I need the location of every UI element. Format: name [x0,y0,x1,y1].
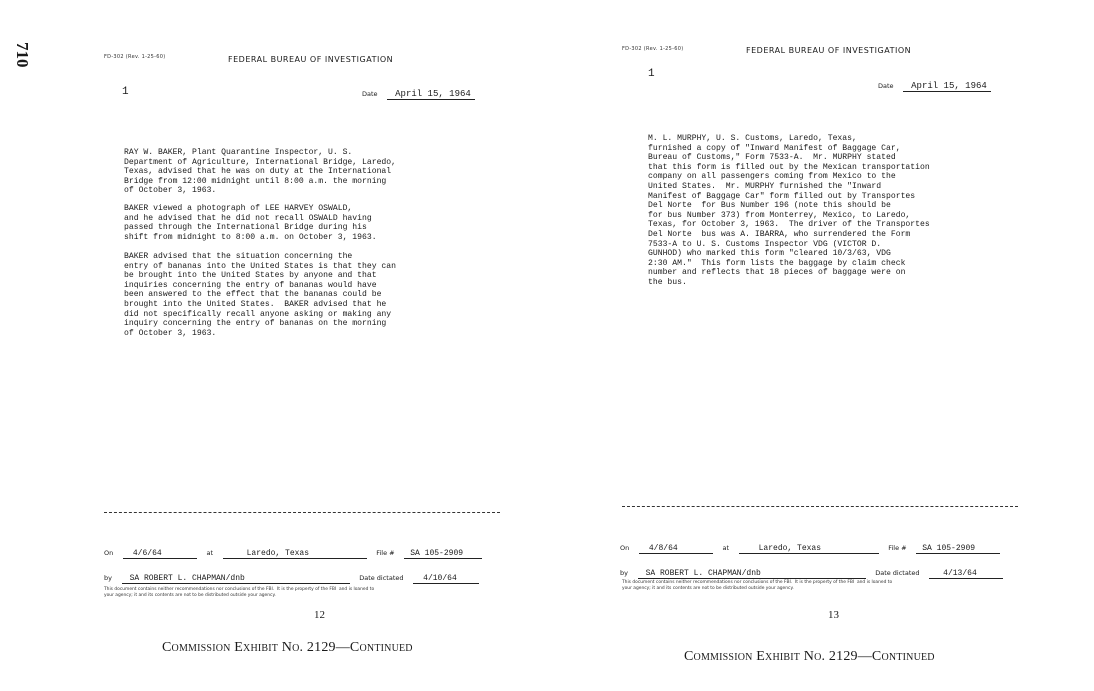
left-form-number: FD-302 (Rev. 1-25-60) [104,54,166,60]
left-dictated-date: 4/10/64 [413,574,479,584]
left-footer-row-1 [104,542,504,560]
left-page-number: 12 [314,609,325,621]
right-date [878,75,991,93]
left-caption: Commission Exhibit No. 2129—Continued [162,640,413,655]
left-paragraph-1: RAY W. BAKER, Plant Quarantine Inspector, U. S. Department of Agriculture, International Bridge, Laredo, Texas, advised that he was on duty at the International Bridge from 12:00 midnight until 8:00 a.m. the morning of October 3, 1963. [124,148,396,196]
side-page-number: 710 [13,42,32,68]
right-paragraph-1: M. L. MURPHY, U. S. Customs, Laredo, Texas, furnished a copy of "Inward Manifest of Baggage Car, Bureau of Customs," Form 7533-A. Mr. MURPHY stated that this form is filled out by the Mexican transportation company on all passengers coming from Mexico to the United States. Mr. MURPHY furnished the "Inward Manifest of Baggage Car" form filled out by Transportes Del Norte for Bus Number 196 (note this should be for bus Number 373) from Monterrey, Mexico, to Laredo, Texas, for October 3, 1963. The driver of the Transportes Del Norte bus was A. IBARRA, who surrendered the Form 7533-A to U. S. Customs Inspector VDG (VICTOR D. GUNHOD) who marked this form "cleared 10/3/63, VDG 2:30 AM." This form lists the baggage by claim check number and reflects that 18 pieces of baggage were on the bus. [648,134,930,287]
left-on-label: On [104,549,114,557]
left-disclaimer: This document contains neither recommendations nor conclusions of the FBI. It is the property of the FBI and is loaned to your agency; it and its contents are not to be distributed outside your agency. [104,587,375,598]
right-page-number: 13 [828,609,839,621]
left-date-value: April 15, 1964 [387,89,475,100]
left-on-date: 4/6/64 [123,549,197,559]
right-by-label: by [620,569,628,577]
right-on-label: On [620,544,630,552]
right-caption: Commission Exhibit No. 2129—Continued [684,649,935,664]
left-dictated-label: Date dictated [359,574,404,582]
right-dictated-date: 4/13/64 [929,569,1003,579]
left-date [362,83,475,101]
left-page-marker: 1 [122,86,129,98]
right-file-label: File # [888,544,907,552]
left-footer-rule [104,512,500,513]
left-agent: SA ROBERT L. CHAPMAN/dnb [122,574,350,584]
right-footer-rule [622,506,1018,507]
left-at-label: at [206,549,214,557]
left-fbi-header: FEDERAL BUREAU OF INVESTIGATION [228,55,394,64]
right-on-date: 4/8/64 [639,544,713,554]
right-date-value: April 15, 1964 [903,81,991,92]
right-footer-row-2 [620,562,1030,580]
left-date-label: Date [362,90,378,98]
right-date-label: Date [878,82,894,90]
right-disclaimer: This document contains neither recommendations nor conclusions of the FBI. It is the property of the FBI and is loaned to your agency; it and its contents are not to be distributed outside your agency. [622,580,893,591]
left-paragraph-2: BAKER viewed a photograph of LEE HARVEY OSWALD, and he advised that he did not recall OSWALD having passed through the International Bridge during his shift from midnight to 8:00 a.m. on October 3, 1963. [124,204,377,242]
left-file-label: File # [376,549,395,557]
right-file-number: SA 105-2909 [916,544,1000,554]
right-page-marker: 1 [648,68,655,80]
right-fbi-header: FEDERAL BUREAU OF INVESTIGATION [746,46,912,55]
right-agent: SA ROBERT L. CHAPMAN/dnb [638,569,866,579]
left-place: Laredo, Texas [223,549,367,559]
left-file-number: SA 105-2909 [404,549,482,559]
right-dictated-label: Date dictated [875,569,920,577]
right-place: Laredo, Texas [739,544,879,554]
left-paragraph-3: BAKER advised that the situation concerning the entry of bananas into the United States is that they can be brought into the United States by anyone and that inquiries concerning the entry of bananas would have been answered to the effect that the bananas could be brought into the United States. BAKER advised that he did not specifically recall anyone asking or making any inquiry concerning the entry of bananas on the morning of October 3, 1963. [124,252,396,338]
right-form-number: FD-302 (Rev. 1-25-60) [622,46,684,52]
left-by-label: by [104,574,112,582]
left-footer-row-2 [104,567,504,585]
right-at-label: at [722,544,730,552]
right-footer-row-1 [620,537,1030,555]
